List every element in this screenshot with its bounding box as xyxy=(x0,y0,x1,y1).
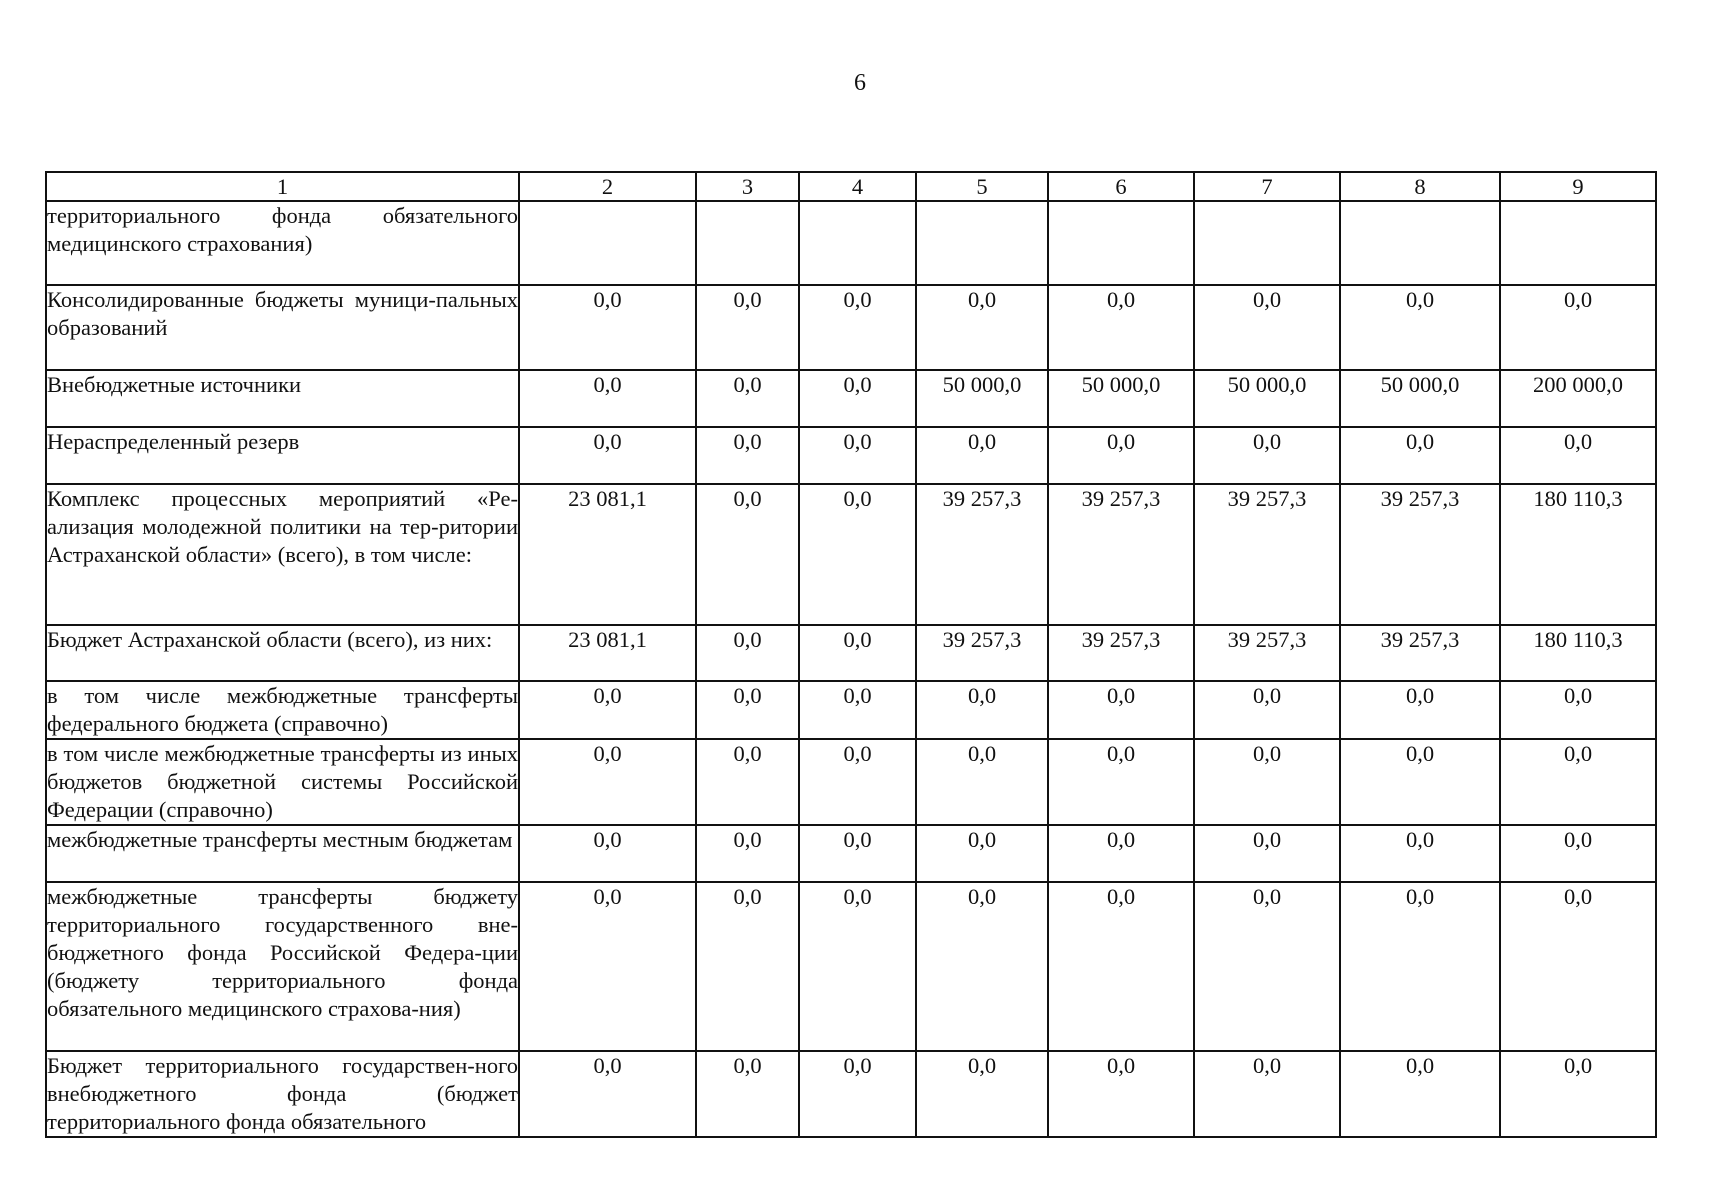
cell-value xyxy=(519,201,696,285)
column-number: 5 xyxy=(916,172,1048,201)
cell-value: 0,0 xyxy=(519,825,696,882)
cell-value: 0,0 xyxy=(1340,739,1500,825)
cell-value: 0,0 xyxy=(916,681,1048,739)
cell-value: 0,0 xyxy=(1194,1051,1340,1137)
cell-value: 0,0 xyxy=(799,625,916,681)
cell-value: 0,0 xyxy=(799,484,916,625)
cell-value: 39 257,3 xyxy=(916,484,1048,625)
cell-value: 0,0 xyxy=(696,739,799,825)
cell-value: 0,0 xyxy=(519,681,696,739)
cell-value: 0,0 xyxy=(799,825,916,882)
cell-value: 0,0 xyxy=(1194,285,1340,370)
row-label: Внебюджетные источники xyxy=(46,370,519,427)
cell-value: 50 000,0 xyxy=(916,370,1048,427)
cell-value: 0,0 xyxy=(1500,681,1656,739)
cell-value: 0,0 xyxy=(696,882,799,1051)
table-row xyxy=(46,201,1656,285)
cell-value: 0,0 xyxy=(1500,825,1656,882)
cell-value: 0,0 xyxy=(799,1051,916,1137)
cell-value: 0,0 xyxy=(1500,427,1656,484)
row-label: Комплекс процессных мероприятий «Ре-ализация молодежной политики на тер-ритории Астраханской области» (всего), в том числе: xyxy=(46,484,519,625)
cell-value: 0,0 xyxy=(1048,285,1194,370)
cell-value xyxy=(696,201,799,285)
row-label: Бюджет территориального государствен-ного внебюджетного фонда (бюджет территориального фонда обязательного xyxy=(46,1051,519,1137)
cell-value: 50 000,0 xyxy=(1340,370,1500,427)
column-number: 8 xyxy=(1340,172,1500,201)
cell-value: 0,0 xyxy=(1048,427,1194,484)
cell-value: 180 110,3 xyxy=(1500,625,1656,681)
row-label: Бюджет Астраханской области (всего), из них: xyxy=(46,625,519,681)
cell-value: 0,0 xyxy=(916,882,1048,1051)
cell-value: 0,0 xyxy=(1500,1051,1656,1137)
cell-value: 0,0 xyxy=(916,285,1048,370)
cell-value: 0,0 xyxy=(696,1051,799,1137)
cell-value: 0,0 xyxy=(1500,285,1656,370)
cell-value: 0,0 xyxy=(696,625,799,681)
column-number: 9 xyxy=(1500,172,1656,201)
cell-value: 0,0 xyxy=(1340,825,1500,882)
cell-value: 180 110,3 xyxy=(1500,484,1656,625)
cell-value: 0,0 xyxy=(696,825,799,882)
cell-value: 0,0 xyxy=(696,484,799,625)
cell-value: 0,0 xyxy=(1048,882,1194,1051)
cell-value: 50 000,0 xyxy=(1194,370,1340,427)
cell-value: 0,0 xyxy=(1340,882,1500,1051)
cell-value: 39 257,3 xyxy=(1048,484,1194,625)
cell-value: 0,0 xyxy=(1048,1051,1194,1137)
row-label: межбюджетные трансферты бюджету территориального государственного вне-бюджетного фонда Российской Федера-ции (бюджету территориального фонда обязательного медицинского страхова-ния) xyxy=(46,882,519,1051)
cell-value: 0,0 xyxy=(696,427,799,484)
column-number: 1 xyxy=(46,172,519,201)
cell-value: 200 000,0 xyxy=(1500,370,1656,427)
table-row xyxy=(46,681,1656,739)
cell-value xyxy=(1194,201,1340,285)
cell-value: 0,0 xyxy=(916,739,1048,825)
cell-value: 0,0 xyxy=(1194,825,1340,882)
cell-value xyxy=(1048,201,1194,285)
row-label: межбюджетные трансферты местным бюджетам xyxy=(46,825,519,882)
cell-value: 0,0 xyxy=(799,427,916,484)
column-number-row xyxy=(46,172,1656,201)
table-row xyxy=(46,427,1656,484)
cell-value: 23 081,1 xyxy=(519,625,696,681)
row-label: территориального фонда обязательного медицинского страхования) xyxy=(46,201,519,285)
row-label: в том числе межбюджетные трансферты из иных бюджетов бюджетной системы Российской Федерации (справочно) xyxy=(46,739,519,825)
cell-value: 0,0 xyxy=(696,285,799,370)
cell-value: 0,0 xyxy=(696,370,799,427)
cell-value: 0,0 xyxy=(1340,1051,1500,1137)
cell-value: 0,0 xyxy=(519,739,696,825)
cell-value: 0,0 xyxy=(1340,285,1500,370)
cell-value: 23 081,1 xyxy=(519,484,696,625)
column-number: 2 xyxy=(519,172,696,201)
row-label: Консолидированные бюджеты муници-пальных образований xyxy=(46,285,519,370)
cell-value xyxy=(799,201,916,285)
table-row xyxy=(46,1051,1656,1137)
cell-value: 0,0 xyxy=(1048,681,1194,739)
cell-value: 0,0 xyxy=(1194,739,1340,825)
cell-value: 0,0 xyxy=(1340,681,1500,739)
cell-value xyxy=(916,201,1048,285)
cell-value: 0,0 xyxy=(799,882,916,1051)
cell-value: 39 257,3 xyxy=(1194,625,1340,681)
table-row xyxy=(46,484,1656,625)
cell-value: 0,0 xyxy=(519,370,696,427)
column-number: 7 xyxy=(1194,172,1340,201)
cell-value: 0,0 xyxy=(1194,882,1340,1051)
cell-value: 39 257,3 xyxy=(1048,625,1194,681)
cell-value: 0,0 xyxy=(1500,739,1656,825)
table-row xyxy=(46,370,1656,427)
table-row xyxy=(46,739,1656,825)
column-number: 3 xyxy=(696,172,799,201)
cell-value: 0,0 xyxy=(696,681,799,739)
cell-value xyxy=(1340,201,1500,285)
cell-value: 0,0 xyxy=(916,825,1048,882)
table-row xyxy=(46,625,1656,681)
cell-value: 0,0 xyxy=(519,285,696,370)
table-row xyxy=(46,825,1656,882)
row-label: в том числе межбюджетные трансферты федерального бюджета (справочно) xyxy=(46,681,519,739)
cell-value: 0,0 xyxy=(799,739,916,825)
cell-value: 0,0 xyxy=(799,285,916,370)
cell-value: 0,0 xyxy=(1194,427,1340,484)
table-row xyxy=(46,285,1656,370)
cell-value: 39 257,3 xyxy=(1194,484,1340,625)
column-number: 4 xyxy=(799,172,916,201)
cell-value: 0,0 xyxy=(519,427,696,484)
cell-value: 0,0 xyxy=(916,427,1048,484)
cell-value: 0,0 xyxy=(916,1051,1048,1137)
cell-value xyxy=(1500,201,1656,285)
row-label: Нераспределенный резерв xyxy=(46,427,519,484)
cell-value: 0,0 xyxy=(799,370,916,427)
cell-value: 0,0 xyxy=(1194,681,1340,739)
cell-value: 50 000,0 xyxy=(1048,370,1194,427)
cell-value: 0,0 xyxy=(1340,427,1500,484)
cell-value: 39 257,3 xyxy=(916,625,1048,681)
cell-value: 0,0 xyxy=(1048,825,1194,882)
cell-value: 39 257,3 xyxy=(1340,484,1500,625)
cell-value: 0,0 xyxy=(1500,882,1656,1051)
page-number: 6 xyxy=(854,70,866,96)
budget-table xyxy=(45,171,1657,1138)
cell-value: 0,0 xyxy=(519,1051,696,1137)
cell-value: 0,0 xyxy=(519,882,696,1051)
table-row xyxy=(46,882,1656,1051)
cell-value: 0,0 xyxy=(799,681,916,739)
cell-value: 0,0 xyxy=(1048,739,1194,825)
column-number: 6 xyxy=(1048,172,1194,201)
cell-value: 39 257,3 xyxy=(1340,625,1500,681)
